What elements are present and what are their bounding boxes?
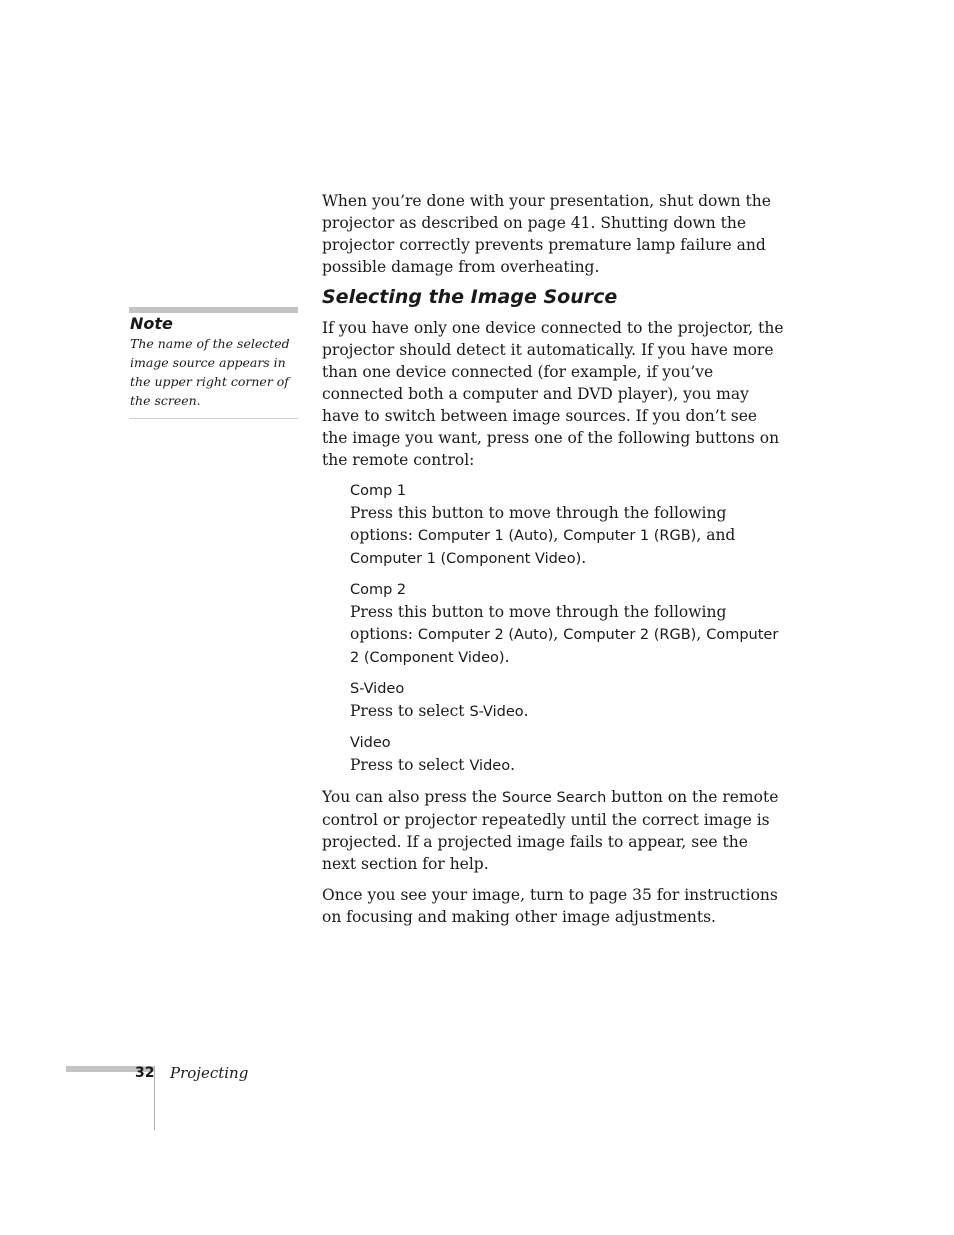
note-title: Note [130, 314, 173, 333]
option-description [350, 754, 786, 777]
option-comp1 [350, 480, 786, 570]
terminator: . [581, 549, 587, 567]
option-value: Computer 1 (Component Video) [350, 551, 582, 567]
option-description [350, 601, 786, 669]
option-value: S-Video [469, 704, 524, 720]
text-run: You can also press the [322, 788, 503, 806]
option-lead: Press to select [350, 756, 470, 774]
option-name: Comp 2 [350, 582, 407, 598]
separator: , [696, 625, 707, 643]
separator: , [553, 625, 564, 643]
section-body [322, 317, 786, 937]
terminator: . [523, 702, 529, 720]
text-run: button on the remote control or projector repeatedly until the correct image is projected. If a projected image fails to appear, see the next section for help. [322, 788, 779, 873]
intro-paragraph: When you’re done with your presentation, shut down the projector as described on page 41. Shutting down the projector correctly prevents premature lamp failure and possible damage from overheating. [322, 192, 771, 276]
option-value: Computer 1 (RGB) [563, 528, 697, 544]
separator: , and [696, 526, 736, 544]
note-bottom-rule [129, 418, 298, 419]
option-comp2 [350, 579, 786, 669]
option-lead: Press to select [350, 702, 470, 720]
option-description [350, 502, 786, 570]
terminator: . [504, 648, 510, 666]
body-paragraph: If you have only one device connected to the projector, the projector should detect it automatically. If you have more than one device connected (for example, if you’ve connected both a computer and DVD player), you may have to switch between image sources. If you don’t see the image you want, press one of the following buttons on the remote control: [322, 319, 784, 469]
separator: , [553, 526, 564, 544]
terminator: . [510, 756, 516, 774]
option-value: Computer 2 (Auto) [417, 627, 554, 643]
body-paragraph [322, 786, 786, 875]
body-paragraph: Once you see your image, turn to page 35 for instructions on focusing and making other image adjustments. [322, 886, 778, 926]
option-name: Comp 1 [350, 483, 407, 499]
note-text: The name of the selected image source appears in the upper right corner of the screen. [130, 336, 290, 408]
option-value: Video [469, 758, 511, 774]
button-name: Source Search [502, 790, 607, 806]
option-s-video [350, 678, 786, 723]
option-value: Computer 2 (Component Video) [350, 627, 779, 666]
option-video [350, 732, 786, 777]
section-heading: Selecting the Image Source [322, 286, 618, 308]
running-footer-title: Projecting [170, 1064, 249, 1082]
page-number: 32 [135, 1065, 155, 1081]
option-name: Video [350, 735, 391, 751]
option-value: Computer 1 (Auto) [417, 528, 554, 544]
option-name: S-Video [350, 681, 405, 697]
option-lead: Press this button to move through the following options: [350, 603, 727, 643]
option-description [350, 700, 786, 723]
option-lead: Press this button to move through the following options: [350, 504, 727, 544]
option-value: Computer 2 (RGB) [563, 627, 697, 643]
